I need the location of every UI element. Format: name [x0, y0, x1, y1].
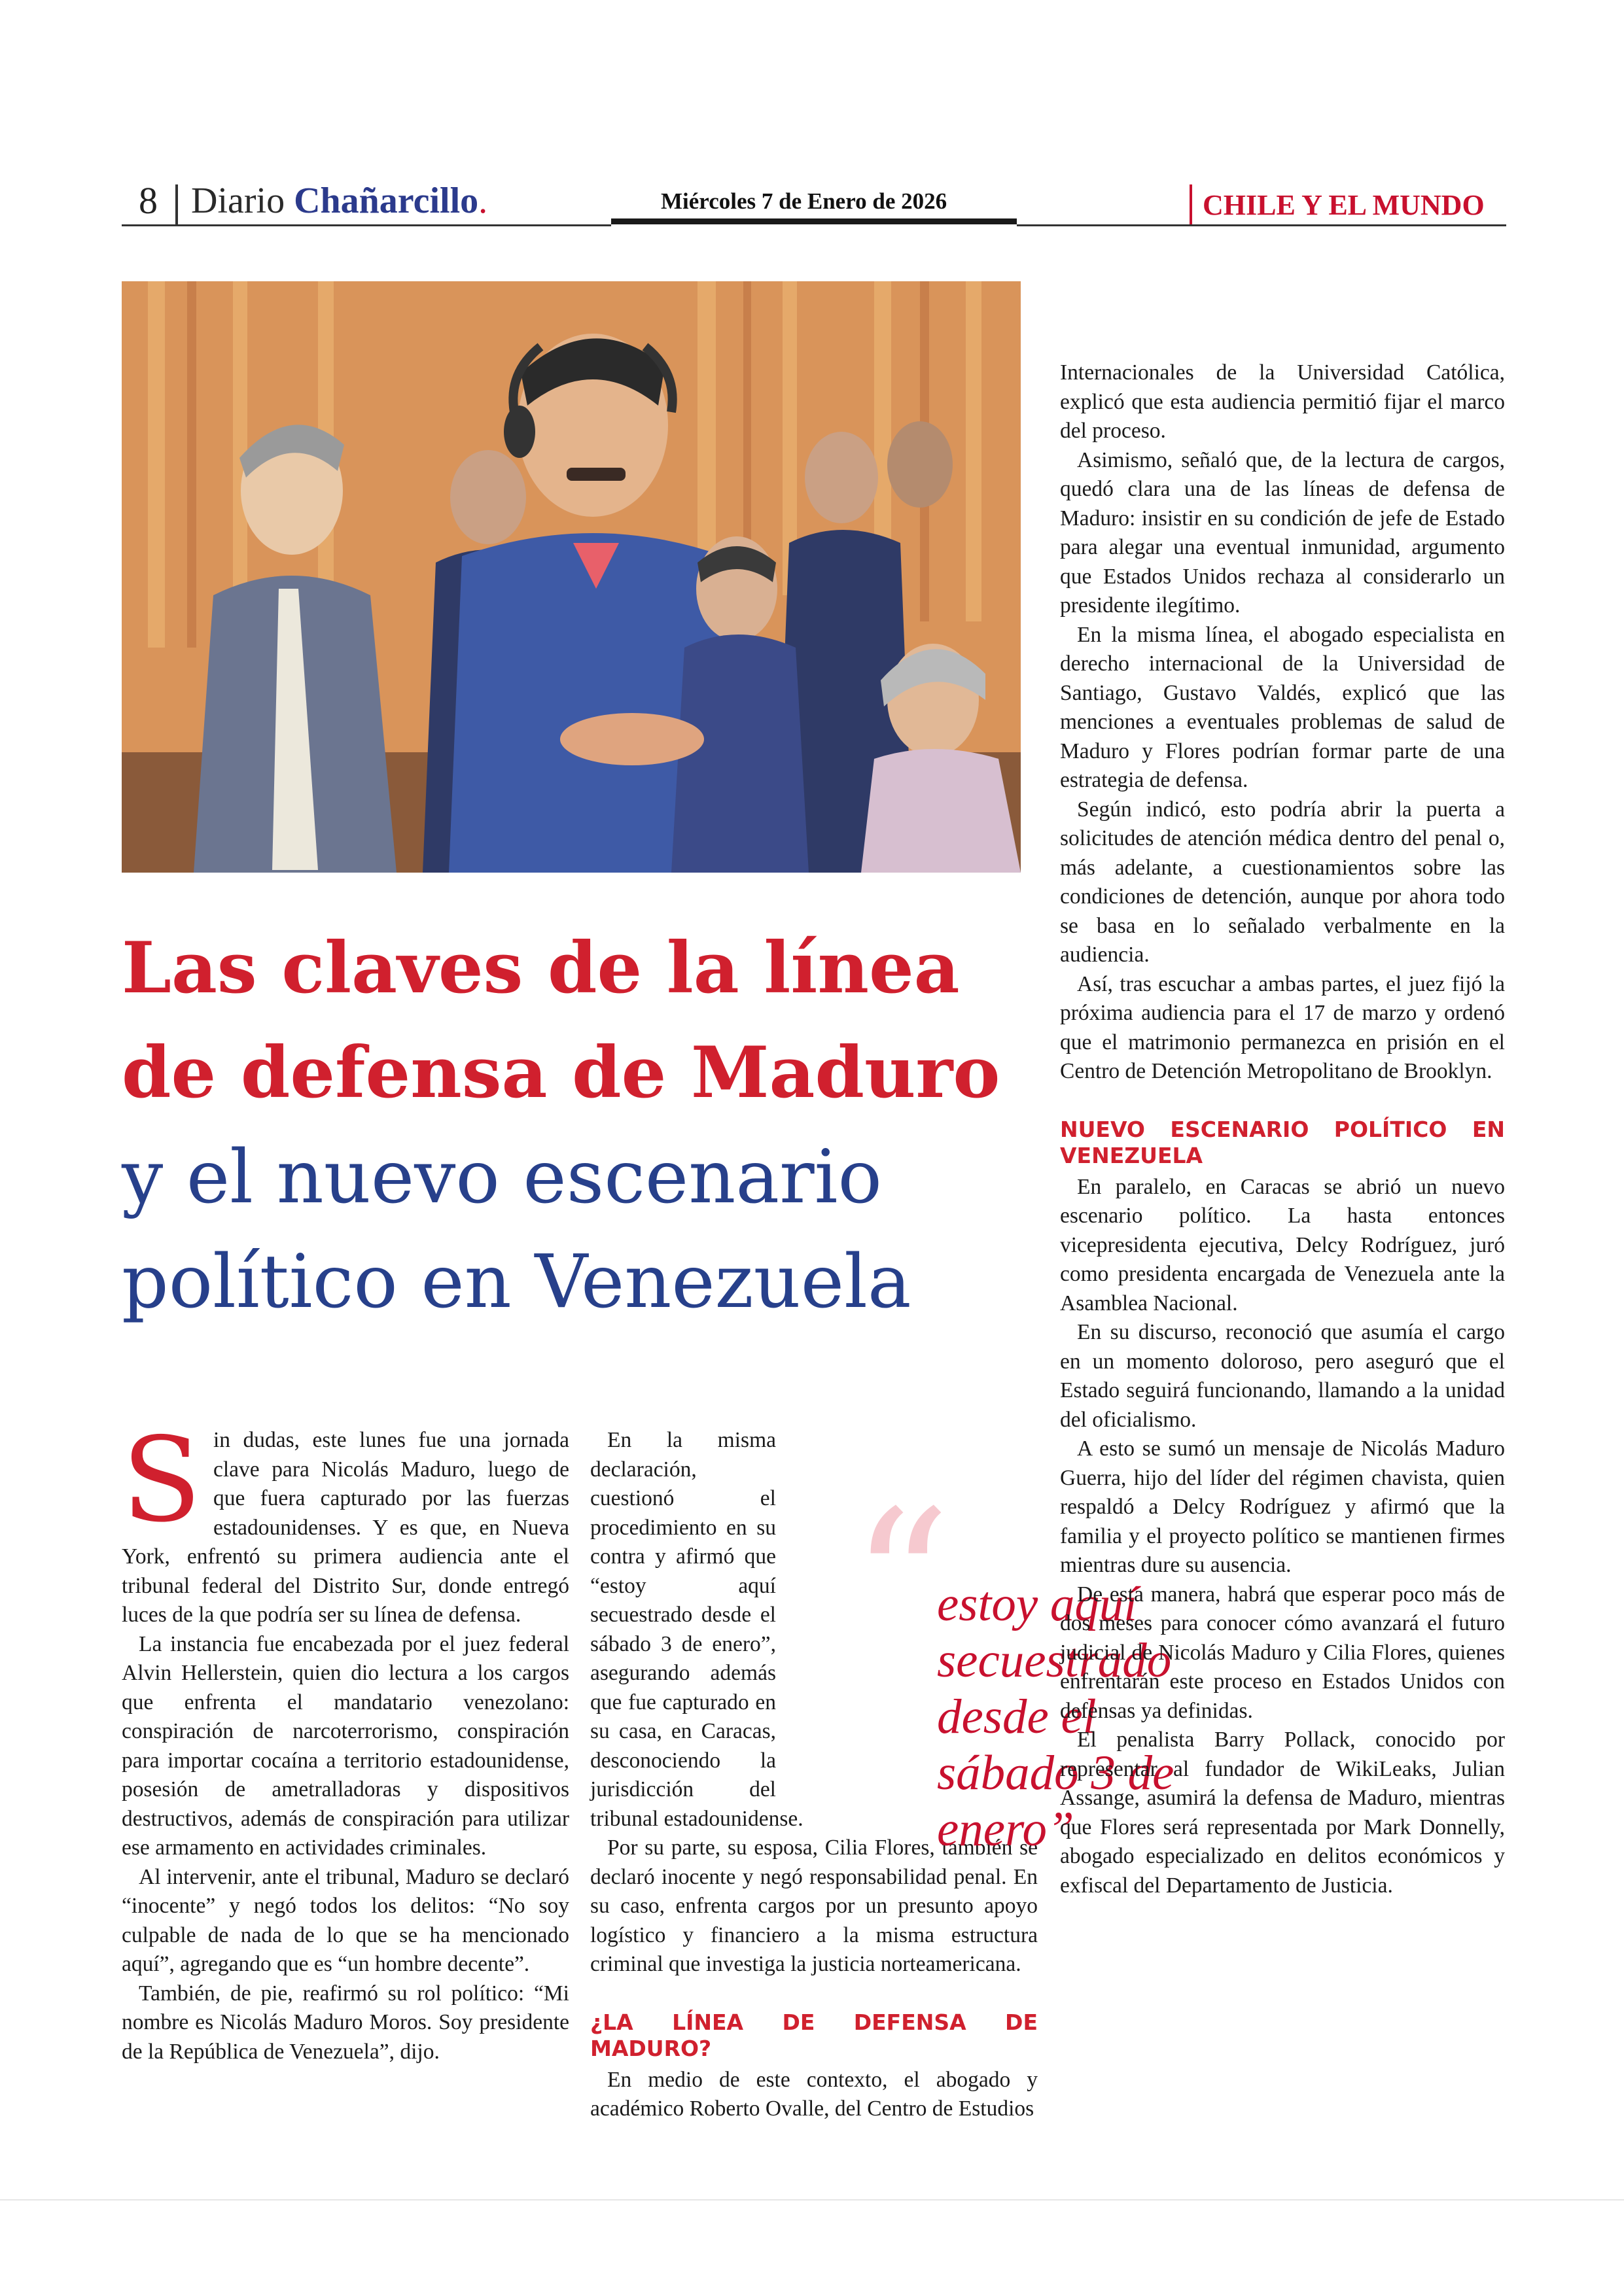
section-label: CHILE Y EL MUNDO — [1203, 189, 1485, 221]
headline-line-3: y el nuevo escenario — [122, 1135, 882, 1220]
footer-rule — [0, 2199, 1624, 2200]
newspaper-dot: . — [478, 181, 488, 221]
article-paragraph: En paralelo, en Caracas se abrió un nuevo escenario político. La hasta entonces vicepresidenta ejecutiva, Delcy Rodríguez, juró como presidenta encargada de Venezuela ante la Asamblea Nacional. — [1060, 1174, 1505, 1315]
headline — [122, 916, 1077, 1334]
date-underline — [611, 218, 1017, 224]
article-paragraph: El penalista Barry Pollack, conocido por representar al fundador de WikiLeaks, Julian Assange, asumirá la defensa de Maduro, mientras que Flores será representada por Mark Donnelly, abogado especializado en delitos económicos y exfiscal del Departamento de Justicia. — [1060, 1728, 1505, 1898]
header-rule-right — [1017, 224, 1506, 226]
header-rule-left — [122, 224, 611, 226]
newspaper-title: Chañarcillo — [294, 181, 479, 221]
article-paragraph: De esta manera, habrá que esperar poco más de dos meses para conocer cómo avanzará el futuro judicial de Nicolás Maduro y Cilia Flores, quienes enfrentarán este proceso en Estados Unidos con defensas ya definidas. — [1060, 1582, 1505, 1723]
headline-line-1: Las claves de la línea — [122, 927, 960, 1009]
pullquote: estoy aquí secuestrado desde el sábado 3 de enero” — [937, 1577, 1174, 1856]
drop-cap: S — [122, 1412, 202, 1548]
article-paragraph: A esto se sumó un mensaje de Nicolás Maduro Guerra, hijo del líder del régimen chavista, quien respaldó a Delcy Rodríguez y afirmó que la familia y el proyecto político se mantienen firmes mientras dure su ausencia. — [1060, 1436, 1505, 1577]
article-paragraph: En la misma línea, el abogado especialista en derecho internacional de la Universidad de Santiago, Gustavo Valdés, explicó que las menciones a eventuales problemas de salud de Maduro y Flores podrían formar parte de una estrategia de defensa. — [1060, 622, 1505, 792]
article-paragraph: La instancia fue encabezada por el juez federal Alvin Hellerstein, quien dio lectura a los cargos que enfrenta el mandatario venezolano: conspiración de narcoterrorismo, conspiración para importar cocaína a territorio estadounidense, posesión de ametralladoras y dispositivos destructivos, además de conspiración para utilizar ese armamento en actividades criminales. — [122, 1631, 569, 1860]
article-paragraph — [122, 1412, 569, 1630]
article-column-1 — [122, 1412, 569, 2066]
newspaper-name — [191, 178, 487, 224]
headline-line-4: político en Venezuela — [122, 1240, 911, 1325]
quote-mark-icon: “ — [851, 1469, 951, 1697]
article-paragraph: Al intervenir, ante el tribunal, Maduro se declaró “inocente” y negó todos los delitos: “No soy culpable de nada de lo que se ha mencionado aquí”, agregando que es “un hombre decente”. — [122, 1864, 569, 1976]
section-divider — [1190, 184, 1192, 225]
article-paragraph: También, de pie, reafirmó su rol político: “Mi nombre es Nicolás Maduro Moros. Soy presidente de la República de Venezuela”, dijo. — [122, 1981, 569, 2064]
subhead-defense-line: ¿LA LÍNEA DE DEFENSA DE MADURO? — [590, 2009, 1038, 2061]
newspaper-prefix: Diario — [191, 181, 285, 221]
article-paragraph: Asimismo, señaló que, de la lectura de cargos, quedó clara una de las líneas de defensa de Maduro: insistir en su condición de jefe de Estado para alegar una eventual inmunidad, argumento que Estados Unidos rechaza al considerarlo un presidente ilegítimo. — [1060, 447, 1505, 617]
courtroom-sketch-illustration — [122, 281, 1021, 873]
headline-line-2: de defensa de Maduro — [122, 1032, 1000, 1114]
article-paragraph: Según indicó, esto podría abrir la puerta a solicitudes de atención médica dentro del penal o, más adelante, a cuestionamientos sobre las condiciones de detención, aunque por ahora todo se basa en lo señalado verbalmente en la audiencia. — [1060, 797, 1505, 967]
issue-date: Miércoles 7 de Enero de 2026 — [661, 188, 947, 214]
subhead-new-scenario: NUEVO ESCENARIO POLÍTICO EN VENEZUELA — [1060, 1116, 1505, 1168]
article-paragraph: En la misma declaración, cuestionó el procedimiento en su contra y afirmó que “estoy aquí secuestrado desde el sábado 3 de enero”, asegurando además que fue capturado en su casa, en Caracas, desconociendo la jurisdicción del tribunal estadounidense. — [590, 1428, 803, 1831]
article-paragraph: En medio de este contexto, el abogado y académico Roberto Ovalle, del Centro de Estudios — [590, 2067, 1038, 2121]
page-number: 8 — [139, 179, 158, 222]
paragraph-text: in dudas, este lunes fue una jornada clave para Nicolás Maduro, luego de que fuera capturado por las fuerzas estadounidenses. Y es que, en Nueva York, enfrentó su primera audiencia ante el tribunal federal del Distrito Sur, donde entregó luces de la que podría ser su línea de defensa. — [122, 1428, 569, 1627]
article-paragraph: Así, tras escuchar a ambas partes, el juez fijó la próxima audiencia para el 17 de marzo y ordenó que el matrimonio permanezca en prisión en el Centro de Detención Metropolitano de Brooklyn. — [1060, 971, 1505, 1083]
article-paragraph: En su discurso, reconoció que asumía el cargo en un momento doloroso, pero aseguró que el Estado seguirá funcionando, llamando a la unidad del oficialismo. — [1060, 1320, 1505, 1432]
header-divider — [175, 184, 178, 225]
article-paragraph: Por su parte, su esposa, Cilia Flores, también se declaró inocente y negó responsabilidad penal. En su caso, enfrenta cargos por un presunto apoyo logístico y financiero a la misma estructura criminal que investiga la justicia norteamericana. — [590, 1835, 1038, 1976]
article-column-3 — [1060, 358, 1505, 1900]
article-paragraph: Internacionales de la Universidad Católica, explicó que esta audiencia permitió fijar el marco del proceso. — [1060, 360, 1505, 443]
